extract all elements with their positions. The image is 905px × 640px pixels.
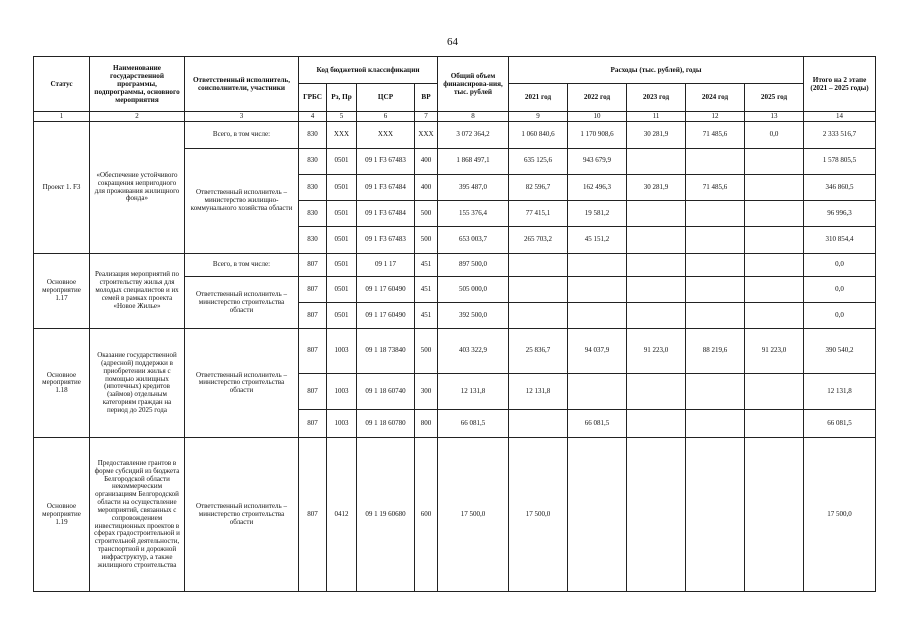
cell-total: 3 072 364,2 (438, 122, 509, 148)
cell-2023 (627, 276, 686, 302)
cell-vr: 500 (415, 329, 438, 373)
cell-grbs: 807 (299, 410, 327, 438)
column-index: 12 (686, 111, 745, 122)
cell-grbs: 807 (299, 438, 327, 592)
cell-2022: 1 170 908,6 (568, 122, 627, 148)
cell-2024 (686, 438, 745, 592)
cell-2023 (627, 201, 686, 227)
cell-2024 (686, 276, 745, 302)
cell-total: 66 081,5 (438, 410, 509, 438)
cell-csr: 09 1 18 73840 (357, 329, 415, 373)
column-index: 7 (415, 111, 438, 122)
cell-grbs: 830 (299, 201, 327, 227)
column-index: 5 (327, 111, 357, 122)
cell-2023 (627, 148, 686, 174)
cell-2025 (745, 410, 804, 438)
cell-rzpr: 0501 (327, 303, 357, 329)
cell-2021: 635 125,6 (509, 148, 568, 174)
table-row (34, 438, 876, 592)
cell-grbs: 807 (299, 276, 327, 302)
cell-2023 (627, 410, 686, 438)
budget-table (33, 56, 876, 592)
column-index: 14 (804, 111, 876, 122)
cell-2025 (745, 201, 804, 227)
row-responsible: Всего, в том числе: (185, 253, 299, 276)
header-grbs: ГРБС (299, 84, 327, 111)
cell-2021 (509, 303, 568, 329)
column-index: 8 (438, 111, 509, 122)
cell-vr: 451 (415, 303, 438, 329)
cell-2024 (686, 373, 745, 409)
cell-stage: 0,0 (804, 253, 876, 276)
cell-2022: 162 496,3 (568, 174, 627, 200)
cell-stage: 0,0 (804, 276, 876, 302)
cell-2022 (568, 276, 627, 302)
cell-total: 897 500,0 (438, 253, 509, 276)
cell-2024: 71 485,6 (686, 174, 745, 200)
cell-csr: 09 1 18 60780 (357, 410, 415, 438)
cell-total: 403 322,9 (438, 329, 509, 373)
cell-total: 392 500,0 (438, 303, 509, 329)
cell-2023: 91 223,0 (627, 329, 686, 373)
cell-2022 (568, 303, 627, 329)
cell-2021: 17 500,0 (509, 438, 568, 592)
column-index: 4 (299, 111, 327, 122)
cell-total: 155 376,4 (438, 201, 509, 227)
cell-vr: 400 (415, 148, 438, 174)
cell-2022: 19 581,2 (568, 201, 627, 227)
header-expenses-group: Расходы (тыс. рублей), годы (509, 57, 804, 84)
cell-vr: 451 (415, 253, 438, 276)
cell-2023: 30 281,9 (627, 174, 686, 200)
cell-vr: 451 (415, 276, 438, 302)
cell-csr: 09 1 19 60680 (357, 438, 415, 592)
cell-2022 (568, 373, 627, 409)
header-status: Статус (34, 57, 90, 112)
cell-grbs: 830 (299, 122, 327, 148)
cell-2024 (686, 201, 745, 227)
cell-2021: 12 131,8 (509, 373, 568, 409)
cell-rzpr: ХХХ (327, 122, 357, 148)
cell-2021: 25 836,7 (509, 329, 568, 373)
row-status: Основное мероприятие 1.17 (34, 253, 90, 329)
cell-total: 17 500,0 (438, 438, 509, 592)
cell-2024 (686, 227, 745, 253)
cell-rzpr: 1003 (327, 410, 357, 438)
cell-2023 (627, 253, 686, 276)
cell-csr: 09 1 17 60490 (357, 276, 415, 302)
cell-stage: 310 854,4 (804, 227, 876, 253)
cell-2021: 77 415,1 (509, 201, 568, 227)
header-year-2021: 2021 год (509, 84, 568, 111)
cell-grbs: 830 (299, 227, 327, 253)
cell-vr: ХХХ (415, 122, 438, 148)
header-row (34, 57, 876, 84)
cell-rzpr: 0501 (327, 148, 357, 174)
cell-2024 (686, 253, 745, 276)
cell-2025: 91 223,0 (745, 329, 804, 373)
cell-2025 (745, 253, 804, 276)
column-index: 6 (357, 111, 415, 122)
cell-grbs: 830 (299, 174, 327, 200)
cell-2021 (509, 410, 568, 438)
cell-grbs: 830 (299, 148, 327, 174)
cell-2021 (509, 253, 568, 276)
cell-2025 (745, 227, 804, 253)
header-stage-total: Итого на 2 этапе (2021 – 2025 годы) (804, 57, 876, 112)
cell-rzpr: 0501 (327, 174, 357, 200)
cell-csr: 09 1 F3 67484 (357, 201, 415, 227)
column-index: 2 (90, 111, 185, 122)
cell-csr: ХХХ (357, 122, 415, 148)
cell-2025 (745, 174, 804, 200)
cell-rzpr: 0501 (327, 227, 357, 253)
cell-stage: 390 540,2 (804, 329, 876, 373)
cell-2025 (745, 373, 804, 409)
cell-vr: 300 (415, 373, 438, 409)
cell-rzpr: 0501 (327, 276, 357, 302)
column-index: 10 (568, 111, 627, 122)
cell-2024 (686, 410, 745, 438)
header-rzpr: Рз, Пр (327, 84, 357, 111)
cell-2025 (745, 276, 804, 302)
row-status: Проект 1. F3 (34, 122, 90, 253)
cell-total: 395 487,0 (438, 174, 509, 200)
cell-2021: 82 596,7 (509, 174, 568, 200)
cell-stage: 0,0 (804, 303, 876, 329)
column-index: 3 (185, 111, 299, 122)
header-year-2024: 2024 год (686, 84, 745, 111)
table-row (34, 329, 876, 373)
cell-total: 653 003,7 (438, 227, 509, 253)
cell-2021: 265 703,2 (509, 227, 568, 253)
cell-total: 505 000,0 (438, 276, 509, 302)
column-index: 13 (745, 111, 804, 122)
cell-stage: 1 578 805,5 (804, 148, 876, 174)
cell-rzpr: 0501 (327, 201, 357, 227)
cell-grbs: 807 (299, 373, 327, 409)
header-responsible: Ответственный исполнитель, соисполнители, участники (185, 57, 299, 112)
cell-csr: 09 1 17 60490 (357, 303, 415, 329)
cell-2025: 0,0 (745, 122, 804, 148)
cell-csr: 09 1 F3 67483 (357, 227, 415, 253)
cell-2025 (745, 438, 804, 592)
column-index: 1 (34, 111, 90, 122)
cell-2022: 45 151,2 (568, 227, 627, 253)
cell-vr: 400 (415, 174, 438, 200)
cell-csr: 09 1 18 60740 (357, 373, 415, 409)
row-name: «Обеспечение устойчивого сокращения непригодного для проживания жилищного фонда» (90, 122, 185, 253)
cell-2022: 94 037,9 (568, 329, 627, 373)
header-code-group: Код бюджетной классификации (299, 57, 438, 84)
row-name: Оказание государственной (адресной) поддержки в приобретении жилья с помощью жилищных (ипотечных) кредитов (займов) отдельным категориям граждан на период до 2025 года (90, 329, 185, 438)
cell-total: 12 131,8 (438, 373, 509, 409)
cell-2024: 88 219,6 (686, 329, 745, 373)
header-vr: ВР (415, 84, 438, 111)
cell-rzpr: 1003 (327, 373, 357, 409)
cell-csr: 09 1 F3 67484 (357, 174, 415, 200)
cell-2022: 943 679,9 (568, 148, 627, 174)
cell-2022 (568, 438, 627, 592)
header-total-volume: Общий объем финансирова-ния, тыс. рублей (438, 57, 509, 112)
cell-2025 (745, 148, 804, 174)
page-number: 64 (447, 36, 458, 48)
cell-grbs: 807 (299, 303, 327, 329)
cell-stage: 346 860,5 (804, 174, 876, 200)
header-name: Наименование государственной программы, подпрограммы, основного мероприятия (90, 57, 185, 112)
cell-2022 (568, 253, 627, 276)
cell-grbs: 807 (299, 253, 327, 276)
row-status: Основное мероприятие 1.18 (34, 329, 90, 438)
row-responsible: Всего, в том числе: (185, 122, 299, 148)
row-responsible: Ответственный исполнитель – министерство жилищно-коммунального хозяйства области (185, 148, 299, 253)
row-name: Предоставление грантов в форме субсидий из бюджета Белгородской области некоммерческим организациям Белгородской области на осуществление мероприятий, связанных с сопровождением инвестиционных проектов в сферах градостроительной и строительной деятельности, транспортной и дорожной инфраструктур, а также жилищного строительства (90, 438, 185, 592)
cell-stage: 96 996,3 (804, 201, 876, 227)
cell-stage: 17 500,0 (804, 438, 876, 592)
cell-stage: 66 081,5 (804, 410, 876, 438)
cell-stage: 12 131,8 (804, 373, 876, 409)
row-status: Основное мероприятие 1.19 (34, 438, 90, 592)
cell-2022: 66 081,5 (568, 410, 627, 438)
cell-rzpr: 0412 (327, 438, 357, 592)
cell-grbs: 807 (299, 329, 327, 373)
cell-2025 (745, 303, 804, 329)
cell-vr: 800 (415, 410, 438, 438)
column-index: 11 (627, 111, 686, 122)
cell-2021 (509, 276, 568, 302)
table-row (34, 253, 876, 276)
cell-2023 (627, 227, 686, 253)
cell-2024 (686, 148, 745, 174)
header-year-2025: 2025 год (745, 84, 804, 111)
cell-csr: 09 1 17 (357, 253, 415, 276)
cell-2021: 1 060 840,6 (509, 122, 568, 148)
cell-vr: 600 (415, 438, 438, 592)
cell-2023 (627, 373, 686, 409)
cell-total: 1 868 497,1 (438, 148, 509, 174)
column-index-row (34, 111, 876, 122)
cell-csr: 09 1 F3 67483 (357, 148, 415, 174)
cell-2024: 71 485,6 (686, 122, 745, 148)
cell-rzpr: 1003 (327, 329, 357, 373)
cell-vr: 500 (415, 201, 438, 227)
row-name: Реализация мероприятий по строительству жилья для молодых специалистов и их семей в рамках проекта «Новое Жилье» (90, 253, 185, 329)
header-year-2023: 2023 год (627, 84, 686, 111)
cell-vr: 500 (415, 227, 438, 253)
table-row (34, 122, 876, 148)
header-csr: ЦСР (357, 84, 415, 111)
cell-2024 (686, 303, 745, 329)
column-index: 9 (509, 111, 568, 122)
row-responsible: Ответственный исполнитель – министерство строительства области (185, 438, 299, 592)
cell-2023 (627, 303, 686, 329)
row-responsible: Ответственный исполнитель – министерство строительства области (185, 276, 299, 329)
cell-stage: 2 333 516,7 (804, 122, 876, 148)
header-year-2022: 2022 год (568, 84, 627, 111)
cell-2023: 30 281,9 (627, 122, 686, 148)
cell-rzpr: 0501 (327, 253, 357, 276)
row-responsible: Ответственный исполнитель – министерство строительства области (185, 329, 299, 438)
cell-2023 (627, 438, 686, 592)
